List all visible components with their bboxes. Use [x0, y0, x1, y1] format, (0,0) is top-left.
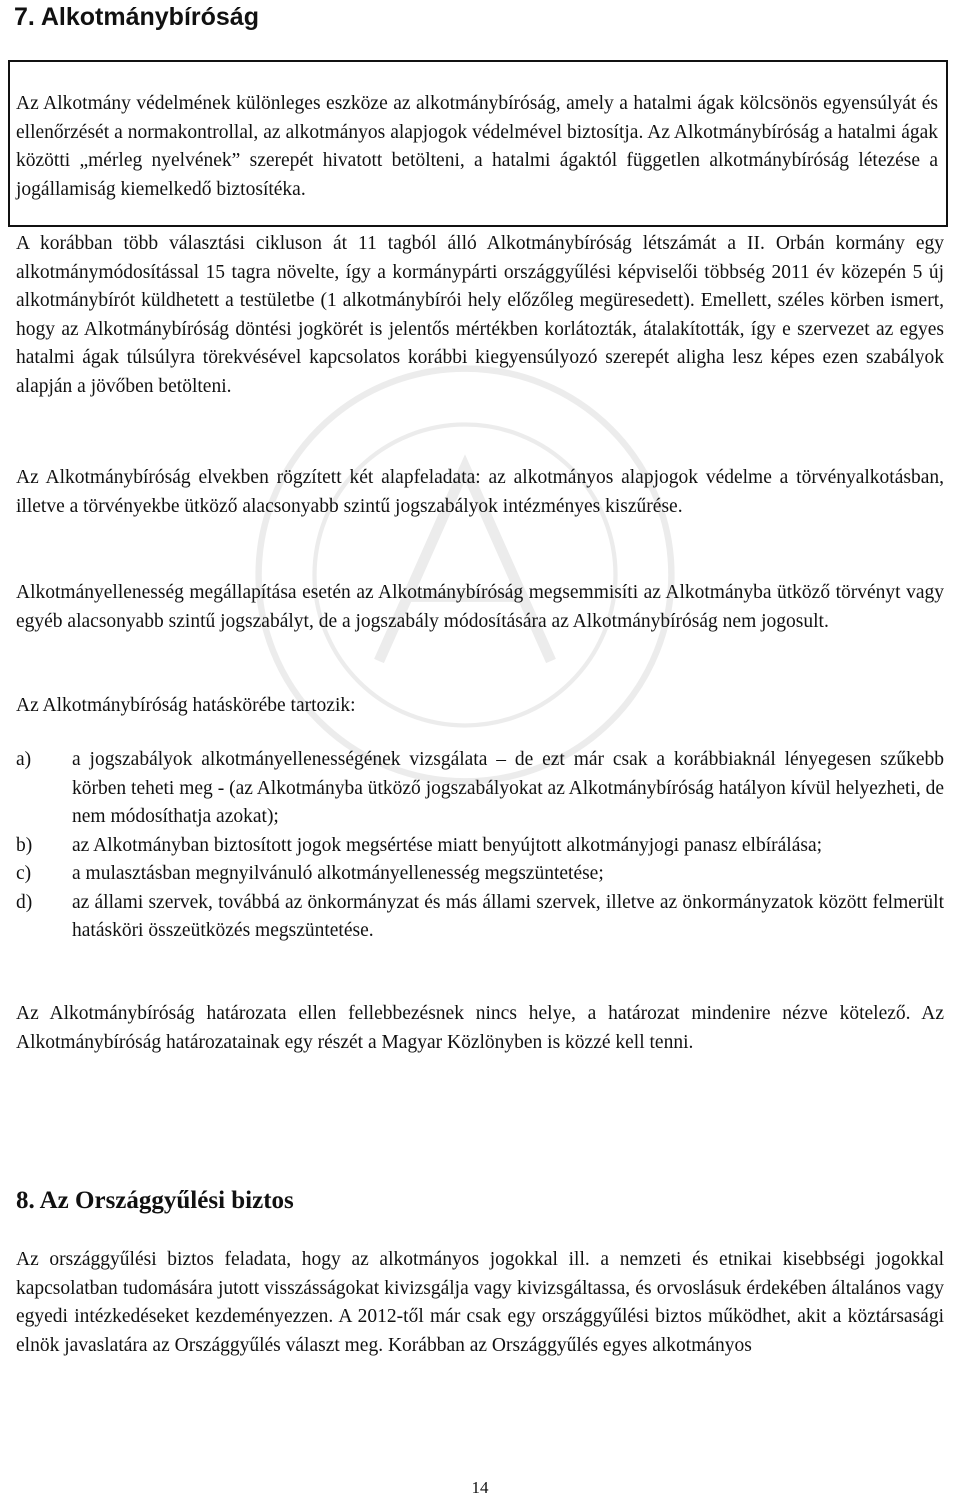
list-item	[16, 860, 944, 889]
list-item	[16, 746, 944, 832]
list-item-text: a jogszabályok alkotmányellenességének vizsgálata – de ezt már csak a korábbiaknál lényegesen szűkebb körben teheti meg - (az Alkotmányba ütköző jogszabályokat az Alkotmánybíróság hatályon kívül helyezheti, de nem módosíthatja azokat);	[72, 749, 944, 827]
boxed-paragraph: Az Alkotmány védelmének különleges eszköze az alkotmánybíróság, amely a hatalmi ágak kölcsönös egyensúlyát és ellenőrzését a normakontrollal, az alkotmányos alapjogok védelmével biztosítja. Az Alkotmánybíróság a hatalmi ágak közötti „mérleg nyelvének” szerepét hivatott betölteni, a hatalmi ágaktól független alkotmánybíróság létezése a jogállamiság kiemelkedő biztosítéka.	[16, 93, 938, 200]
section-title: 8. Az Országgyűlési biztos	[16, 1187, 294, 1214]
page-number: 14	[471, 1478, 489, 1497]
list-marker: b)	[16, 834, 33, 856]
paragraph: Az Alkotmánybíróság elvekben rögzített két alapfeladata: az alkotmányos alapjogok védelme a törvényalkotásban, illetve a törvényekbe ütköző alacsonyabb szintű jogszabályok intézményes kiszűrése.	[16, 467, 944, 517]
paragraph: Az Alkotmánybíróság határozata ellen fellebbezésnek nincs helye, a határozat mindenire nézve kötelező. Az Alkotmánybíróság határozatainak egy részét a Magyar Közlönyben is közzé kell tenni.	[16, 1003, 944, 1053]
list-item	[16, 889, 944, 946]
list-item-text: a mulasztásban megnyilvánuló alkotmányellenesség megszüntetése;	[72, 863, 604, 884]
seal-watermark	[250, 360, 680, 790]
section-title: 7. Alkotmánybíróság	[14, 3, 259, 31]
highlight-box	[8, 60, 948, 227]
competence-list	[16, 746, 944, 946]
paragraph: Az országgyűlési biztos feladata, hogy az alkotmányos jogokkal ill. a nemzeti és etnikai kisebbségi jogokkal kapcsolatban tudomására jutott visszásságokat kivizsgálja vagy kivizsgáltassa, és orvoslásuk érdekében általános vagy egyedi intézkedéseket kezdeményezzen. A 2012-től már csak egy országgyűlési biztos működhet, akit a köztársasági elnök javaslatára az Országgyűlés választ meg. Korábban az Országgyűlés egyes alkotmányos	[16, 1249, 944, 1356]
paragraph: Alkotmányellenesség megállapítása esetén az Alkotmánybíróság megsemmisíti az Alkotmányba ütköző törvényt vagy egyéb alacsonyabb szintű jogszabályt, de a jogszabály módosítására az Alkotmánybíróság nem jogosult.	[16, 582, 944, 632]
list-marker: a)	[16, 749, 32, 770]
paragraph: A korábban több választási cikluson át 11 tagból álló Alkotmánybíróság létszámát a II. Orbán kormány egy alkotmánymódosítással 15 tagra növelte, így a kormánypárti országgyűlési képviselői többség 2011 év közepén 5 új alkotmánybírót küldhetett a testületbe (1 alkotmánybírói hely előzőleg megüresedett). Emellett, széles körben ismert, hogy az Alkotmánybíróság döntési jogkörét is jelentős mértékben korlátozták, átalakították, így e szervezet az egyes hatalmi ágak túlsúlyra törekvésével kapcsolatos korábbi kiegyensúlyozó szerepét aligha lesz képes ezen szabályok alapján a jövőben betölteni.	[16, 233, 944, 397]
list-item-text: az Alkotmányban biztosított jogok megsértése miatt benyújtott alkotmányjogi panasz elbírálása;	[72, 834, 823, 856]
list-marker: c)	[16, 863, 32, 884]
list-item-text: az állami szervek, továbbá az önkormányzat és más állami szervek, illetve az önkormányzatok között felmerült hatásköri összeütközés megszüntetése.	[72, 891, 944, 941]
paragraph: Az Alkotmánybíróság hatáskörébe tartozik:	[16, 695, 356, 716]
list-item	[16, 832, 944, 861]
list-marker: d)	[16, 891, 33, 913]
